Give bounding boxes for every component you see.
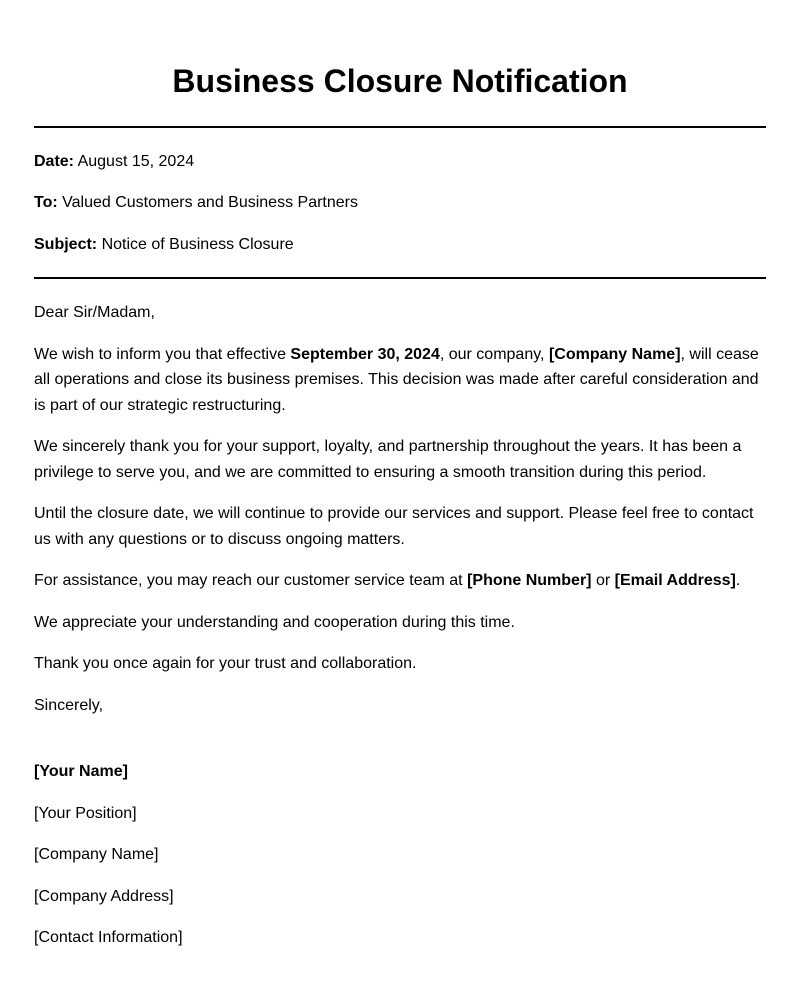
signature-block [34, 760, 183, 968]
recipient-value: Valued Customers and Business Partners [62, 194, 358, 211]
header-divider [34, 277, 766, 279]
subject-line [34, 235, 294, 255]
paragraph-gratitude: Thank you once again for your trust and collaboration. [34, 655, 417, 672]
date-value: August 15, 2024 [77, 153, 195, 170]
date-label: Date: [34, 153, 75, 170]
document-title: Business Closure Notification [172, 63, 628, 99]
subject-label: Subject: [34, 236, 98, 253]
closing: Sincerely, [34, 696, 104, 714]
paragraph-appreciation: We appreciate your understanding and cooperation during this time. [34, 613, 515, 631]
signature-address: [Company Address] [34, 887, 174, 905]
assistance-text-a: For assistance, you may reach our customer service team at [34, 572, 468, 589]
email-address-placeholder: [Email Address] [614, 572, 736, 589]
paragraph-closure-notice [34, 342, 766, 419]
closure-date: September 30, 2024 [290, 345, 440, 363]
paragraph-continued-service: Until the closure date, we will continue to provide our services and support. Please feel free to contact us with any questions or to discuss ongoing matters. [34, 505, 754, 548]
assistance-text-b: or [591, 572, 615, 589]
phone-number-placeholder: [Phone Number] [467, 572, 592, 589]
signature-contact: [Contact Information] [34, 929, 183, 946]
company-name-placeholder: [Company Name] [548, 345, 681, 363]
signature-company: [Company Name] [34, 846, 159, 863]
paragraph-thanks: We sincerely thank you for your support, loyalty, and partnership throughout the years. It has been a privilege to serve you, and we are committed to ensuring a smooth transition during this period. [34, 438, 742, 481]
closure-text-a: We wish to inform you that effective [34, 345, 291, 363]
date-line [34, 152, 194, 172]
signature-position: [Your Position] [34, 804, 137, 822]
subject-value: Notice of Business Closure [101, 236, 294, 253]
paragraph-assistance [34, 568, 766, 594]
letter-body [34, 300, 766, 734]
closure-text-b: , our company, [439, 345, 549, 363]
signature-name: [Your Name] [34, 763, 128, 780]
recipient-label: To: [34, 194, 58, 211]
closure-text-c: , will cease all operations and close its business premises. This decision was made after careful consideration and is part of our strategic restructuring. [34, 345, 759, 414]
assistance-text-c: . [735, 572, 741, 589]
salutation: Dear Sir/Madam, [34, 304, 155, 321]
top-divider [34, 126, 766, 128]
recipient-line [34, 193, 358, 213]
